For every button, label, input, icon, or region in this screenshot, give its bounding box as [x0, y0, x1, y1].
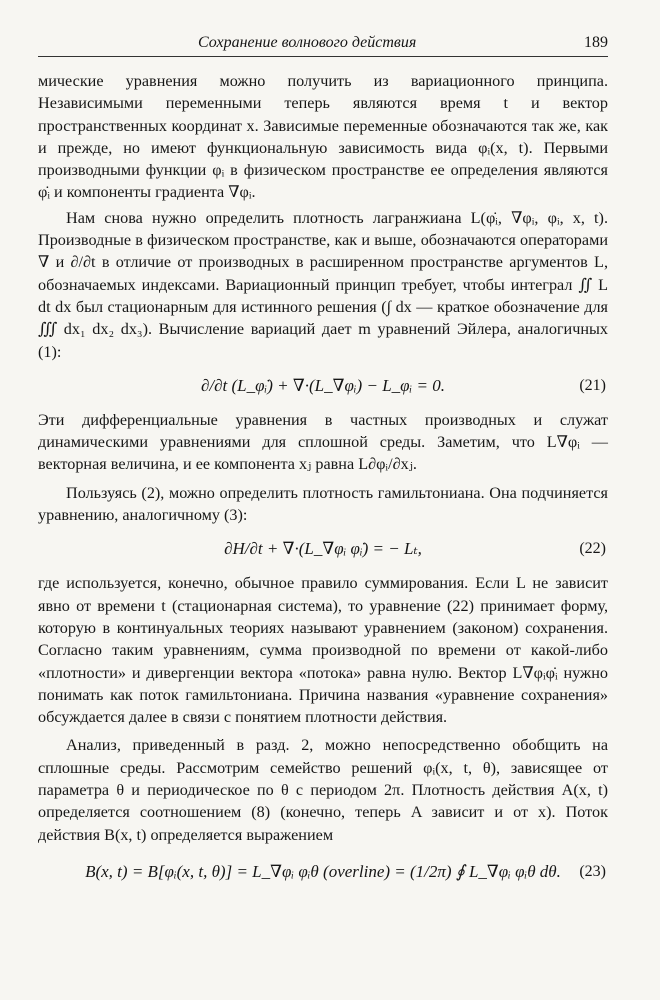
running-title: Сохранение волнового действия [198, 34, 417, 51]
page-number: 189 [584, 34, 608, 51]
paragraph-4: Пользуясь (2), можно определить плотность гамильтониана. Она подчиняется уравнению, аналогичному (3): [38, 483, 608, 525]
equation-21 [38, 363, 608, 409]
paragraph-3: Эти дифференциальные уравнения в частных производных и служат динамическими уравнениями для сплошной среды. Заметим, что L∇φᵢ — векторная величина, и ее компонента xⱼ равна L∂φᵢ/∂xⱼ. [38, 410, 608, 474]
paragraph-1: мические уравнения можно получить из вариационного принципа. Независимыми переменными теперь являются время t и вектор пространственных координат x. Зависимые переменные обозначаются так же, как и прежде, но имеют функциональную зависимость вида φᵢ(x, t). Первыми производными функции φᵢ в физическом пространстве ее определения являются φ̇ᵢ и компоненты градиента ∇φᵢ. [38, 72, 608, 202]
paragraph-2: Нам снова нужно определить плотность лагранжиана L(φ̇ᵢ, ∇φᵢ, φᵢ, x, t). Производные в физическом пространстве, как и выше, обозначаются операторами ∇ и ∂/∂t в отличие от производных в расширенном пространстве аргументов L, обозначаемых индексами. Вариационный принцип требует, чтобы интеграл ∬ L dt dx был стационарным для истинного решения (∫ dx — краткое обозначение для ∭ dx₁ dx₂ dx₃). Вычисление вариаций дает m уравнений Эйлера, аналогичных (1): [38, 208, 608, 361]
paragraph-5: где используется, конечно, обычное правило суммирования. Если L не зависит явно от времени t (стационарная система), то уравнение (22) принимает форму, которую в континуальных теориях называют уравнением (законом) сохранения. Согласно таким уравнениям, сумма производной по времени от какой-либо «плотности» и дивергенции вектора «потока» равна нулю. Вектор L∇φᵢφ̇ᵢ нужно понимать как поток гамильтониана. Причина названия «уравнение сохранения» обсуждается далее в связи с понятием плотности действия. [38, 574, 608, 727]
equation-22-body: ∂H/∂t + ∇·(L_∇φᵢ φ̇ᵢ) = − Lₜ, [224, 539, 422, 559]
paragraph-6: Анализ, приведенный в разд. 2, можно непосредственно обобщить на сплошные среды. Рассмотрим семейство решений φᵢ(x, t, θ), зависящее от параметра θ и периодическое по θ с периодом 2π. Плотность действия A(x, t) определяется соотношением (8) (конечно, теперь A зависит и от x). Поток действия B(x, t) определяется выражением [38, 736, 608, 844]
equation-23-body: B(x, t) = B[φᵢ(x, t, θ)] = L_∇φᵢ φᵢθ (overline) = (1/2π) ∮ L_∇φᵢ φᵢθ dθ. [85, 861, 561, 881]
equation-22-number: (22) [579, 540, 606, 558]
equation-23-number: (23) [579, 862, 606, 880]
equation-21-number: (21) [579, 376, 606, 394]
page-header [38, 32, 608, 57]
equation-21-body: ∂/∂t (L_φ̇ᵢ) + ∇·(L_∇φᵢ) − L_φᵢ = 0. [201, 375, 445, 395]
equation-22 [38, 526, 608, 572]
main-text [38, 70, 608, 898]
equation-23 [38, 846, 608, 898]
